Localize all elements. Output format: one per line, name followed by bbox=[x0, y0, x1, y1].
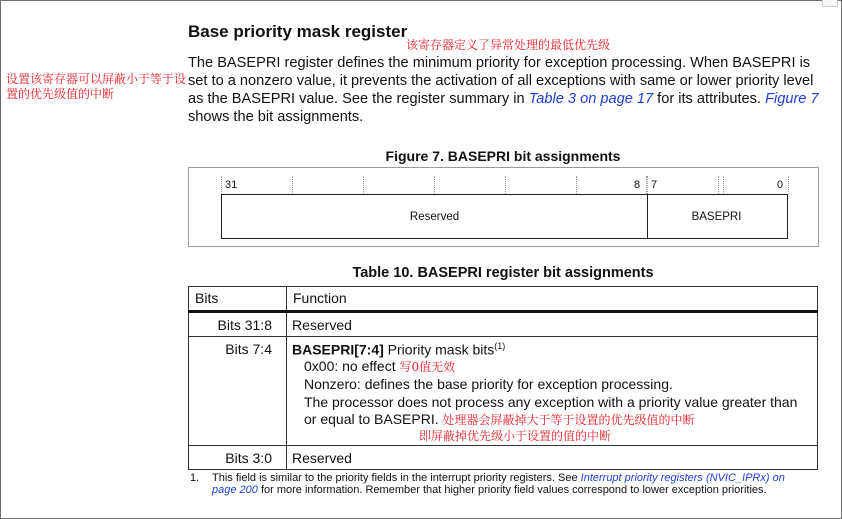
bit-divider bbox=[647, 176, 648, 194]
nvic-ipr-link[interactable]: Interrupt priority registers (NVIC_IPRx) on page 200 bbox=[212, 472, 785, 496]
mask-annotation-2: 即屏蔽掉优先级小于设置的值的中断 bbox=[419, 428, 612, 443]
bit-divider bbox=[723, 176, 724, 194]
table-row bbox=[189, 445, 818, 469]
function-cell bbox=[287, 337, 818, 446]
function-title bbox=[292, 341, 812, 358]
description-paragraph bbox=[188, 54, 828, 126]
para-text-2: for its attributes. bbox=[653, 91, 766, 107]
function-line bbox=[292, 394, 812, 442]
footnote-text bbox=[212, 472, 810, 496]
bit-divider bbox=[505, 176, 506, 194]
footnote-number: 1. bbox=[190, 472, 200, 484]
bit-divider bbox=[292, 176, 293, 194]
field-name: BASEPRI[7:4] bbox=[292, 341, 384, 358]
bits-column-header: Bits bbox=[189, 287, 287, 312]
bit-divider bbox=[221, 176, 222, 194]
bit-divider bbox=[434, 176, 435, 194]
bit-label-0: 0 bbox=[777, 179, 784, 191]
bits-cell: Bits 31:8 bbox=[189, 312, 287, 337]
bits-cell: Bits 7:4 bbox=[189, 337, 287, 446]
section-heading: Base priority mask register bbox=[188, 22, 408, 41]
bit-divider bbox=[646, 176, 647, 194]
function-cell: Reserved bbox=[287, 312, 818, 337]
bit-assignment-table bbox=[188, 286, 818, 470]
basepri-field bbox=[646, 194, 788, 239]
bit-label-8: 8 bbox=[634, 179, 641, 191]
field-desc: Priority mask bits bbox=[383, 341, 495, 358]
bits-cell: Bits 3:0 bbox=[189, 445, 287, 469]
footnote-text-2: for more information. Remember that higher priority field values correspond to lower exception priorities. bbox=[257, 484, 767, 496]
function-line bbox=[292, 358, 812, 377]
reserved-field-label: Reserved bbox=[409, 210, 460, 223]
function-cell: Reserved bbox=[287, 445, 818, 469]
function-column-header: Function bbox=[287, 287, 818, 312]
no-effect-text: 0x00: no effect bbox=[304, 357, 396, 374]
processor-text: The processor does not process any exception with a priority value greater than or equal to BASEPRI. bbox=[304, 393, 798, 428]
table-row bbox=[189, 312, 818, 337]
bit-divider bbox=[576, 176, 577, 194]
footnote-text-1: This field is similar to the priority fields in the interrupt priority registers. See bbox=[212, 472, 581, 484]
write-zero-annotation: 写0值无效 bbox=[399, 359, 456, 374]
basepri-field-label: BASEPRI bbox=[691, 210, 742, 223]
figure-title: Figure 7. BASEPRI bit assignments bbox=[385, 148, 621, 164]
function-line: Nonzero: defines the base priority for exception processing. bbox=[304, 376, 673, 393]
para-text-1: The BASEPRI register defines the minimum priority for exception processing. When BASEPRI is set to a nonzero value, it prevents the activation of all exceptions with same or lower priority level as the BASEPRI value. See the register summary in bbox=[188, 55, 814, 107]
left-annotation: 设置该寄存器可以屏蔽小于等于设置的优先级值的中断 bbox=[6, 72, 187, 101]
bit-divider bbox=[788, 176, 789, 194]
figure7-link[interactable]: Figure 7 bbox=[765, 91, 819, 107]
footnote-ref: (1) bbox=[494, 341, 506, 351]
table3-link[interactable]: Table 3 on page 17 bbox=[528, 91, 654, 107]
bit-divider bbox=[363, 176, 364, 194]
bit-label-7: 7 bbox=[651, 179, 658, 191]
para-text-3: shows the bit assignments. bbox=[188, 109, 364, 125]
table-header-row bbox=[189, 287, 818, 312]
table-title: Table 10. BASEPRI register bit assignments bbox=[352, 265, 654, 281]
reserved-field bbox=[221, 194, 648, 239]
bit-divider bbox=[718, 176, 719, 194]
bit-label-31: 31 bbox=[225, 179, 238, 191]
corner-marker bbox=[822, 0, 838, 7]
bit-assignment-figure bbox=[188, 167, 819, 247]
table-row bbox=[189, 337, 818, 446]
heading-annotation: 该寄存器定义了异常处理的最低优先级 bbox=[406, 38, 611, 52]
footnote bbox=[190, 472, 810, 496]
mask-annotation-1: 处理器会屏蔽掉大于等于设置的优先级值的中断 bbox=[442, 413, 695, 428]
